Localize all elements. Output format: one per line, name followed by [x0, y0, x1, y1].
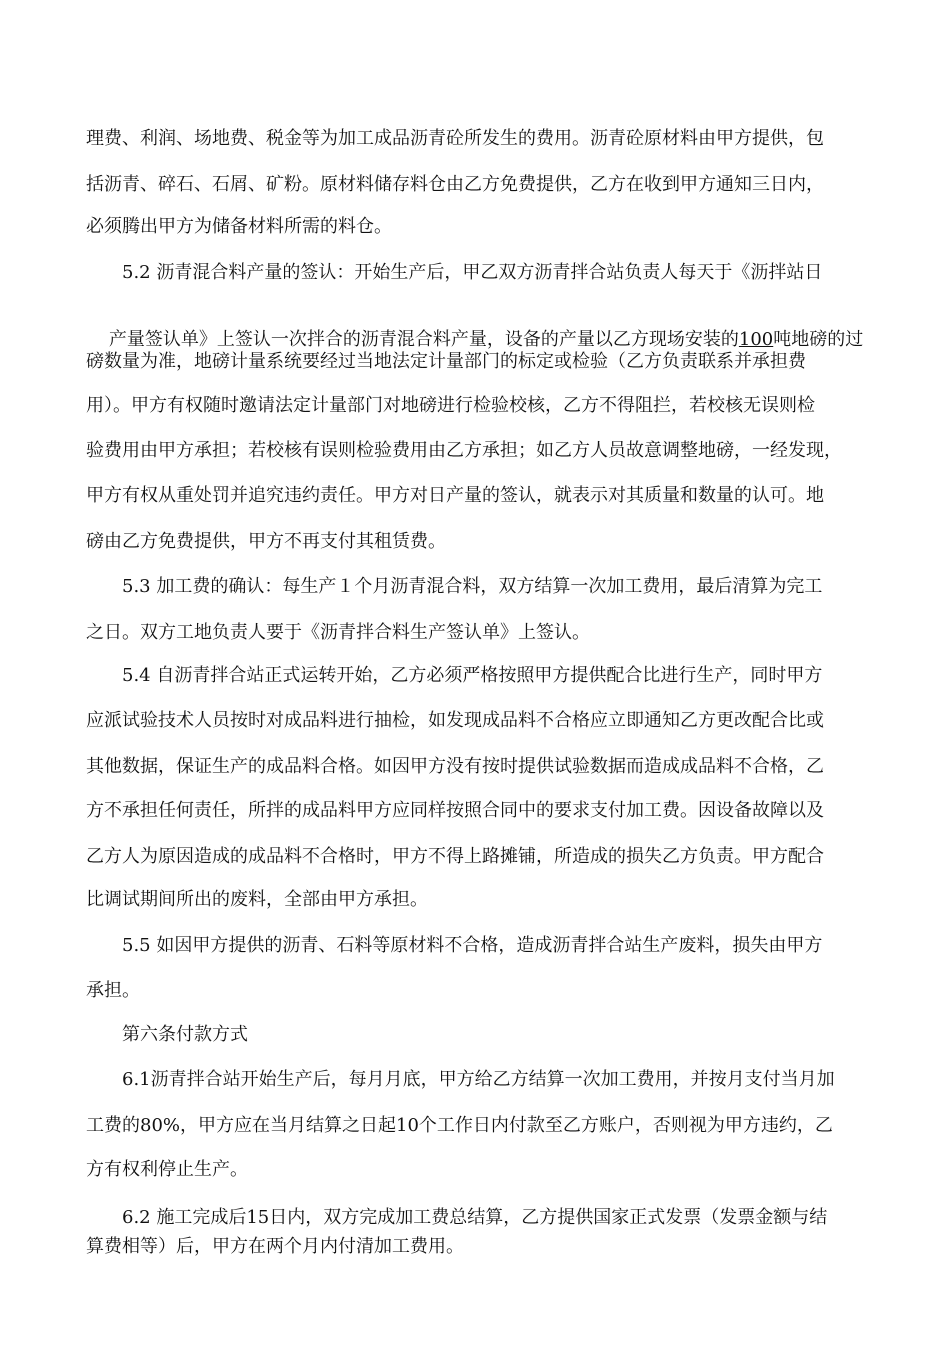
section-heading: 第六条付款方式	[122, 1024, 248, 1045]
underlined-number: 100	[738, 329, 774, 350]
paragraph-line: 算费相等）后，甲方在两个月内付清加工费用。	[86, 1236, 464, 1257]
paragraph-line-with-underline	[86, 304, 864, 350]
paragraph-line: 比调试期间所出的废料，全部由甲方承担。	[86, 889, 428, 910]
paragraph-line: 方不承担任何责任，所拌的成品料甲方应同样按照合同中的要求支付加工费。因设备故障以及	[86, 800, 824, 821]
paragraph-line: 用）。甲方有权随时邀请法定计量部门对地磅进行检验校核，乙方不得阻拦，若校核无误则检	[86, 395, 815, 416]
paragraph-text: 产量签认单》上签认一次拌合的沥青混合料产量，设备的产量以乙方现场安装的	[108, 329, 739, 350]
paragraph-line: 承担。	[86, 980, 140, 1001]
clause-5-2-line: 5.2 沥青混合料产量的签认：开始生产后，甲乙双方沥青拌合站负责人每天于《沥拌站日	[122, 262, 823, 283]
paragraph-line: 之日。双方工地负责人要于《沥青拌合料生产签认单》上签认。	[86, 622, 590, 643]
clause-5-4-line: 5.4 自沥青拌合站正式运转开始，乙方必须严格按照甲方提供配合比进行生产，同时甲方	[122, 665, 823, 686]
paragraph-line: 验费用由甲方承担；若校核有误则检验费用由乙方承担；如乙方人员故意调整地磅，一经发现，	[86, 440, 842, 461]
clause-5-5-line: 5.5 如因甲方提供的沥青、石料等原材料不合格，造成沥青拌合站生产废料，损失由甲方	[122, 935, 823, 956]
paragraph-line: 应派试验技术人员按时对成品料进行抽检，如发现成品料不合格应立即通知乙方更改配合比或	[86, 710, 824, 731]
clause-6-2-line: 6.2 施工完成后15日内，双方完成加工费总结算，乙方提供国家正式发票（发票金额与结	[122, 1207, 828, 1228]
paragraph-line: 方有权利停止生产。	[86, 1159, 248, 1180]
paragraph-line: 其他数据，保证生产的成品料合格。如因甲方没有按时提供试验数据而造成成品料不合格，乙	[86, 756, 824, 777]
paragraph-line: 括沥青、碎石、石屑、矿粉。原材料储存料仓由乙方免费提供，乙方在收到甲方通知三日内，	[86, 174, 824, 195]
paragraph-line: 必须腾出甲方为储备材料所需的料仓。	[86, 216, 392, 237]
paragraph-line: 甲方有权从重处罚并追究违约责任。甲方对日产量的签认，就表示对其质量和数量的认可。地	[86, 485, 824, 506]
paragraph-line: 乙方人为原因造成的成品料不合格时，甲方不得上路摊铺，所造成的损失乙方负责。甲方配合	[86, 846, 824, 867]
paragraph-line: 理费、利润、场地费、税金等为加工成品沥青砼所发生的费用。沥青砼原材料由甲方提供，包	[86, 128, 824, 149]
clause-5-3-line: 5.3 加工费的确认：每生产１个月沥青混合料，双方结算一次加工费用，最后清算为完工	[122, 576, 823, 597]
paragraph-line: 工费的80%，甲方应在当月结算之日起10个工作日内付款至乙方账户，否则视为甲方违约，乙	[86, 1115, 833, 1136]
paragraph-line: 磅数量为准，地磅计量系统要经过当地法定计量部门的标定或检验（乙方负责联系并承担费	[86, 351, 806, 372]
paragraph-text: 吨地磅的过	[773, 329, 864, 350]
paragraph-line: 磅由乙方免费提供，甲方不再支付其租赁费。	[86, 531, 446, 552]
clause-6-1-line: 6.1沥青拌合站开始生产后，每月月底，甲方给乙方结算一次加工费用，并按月支付当月加	[122, 1069, 835, 1090]
